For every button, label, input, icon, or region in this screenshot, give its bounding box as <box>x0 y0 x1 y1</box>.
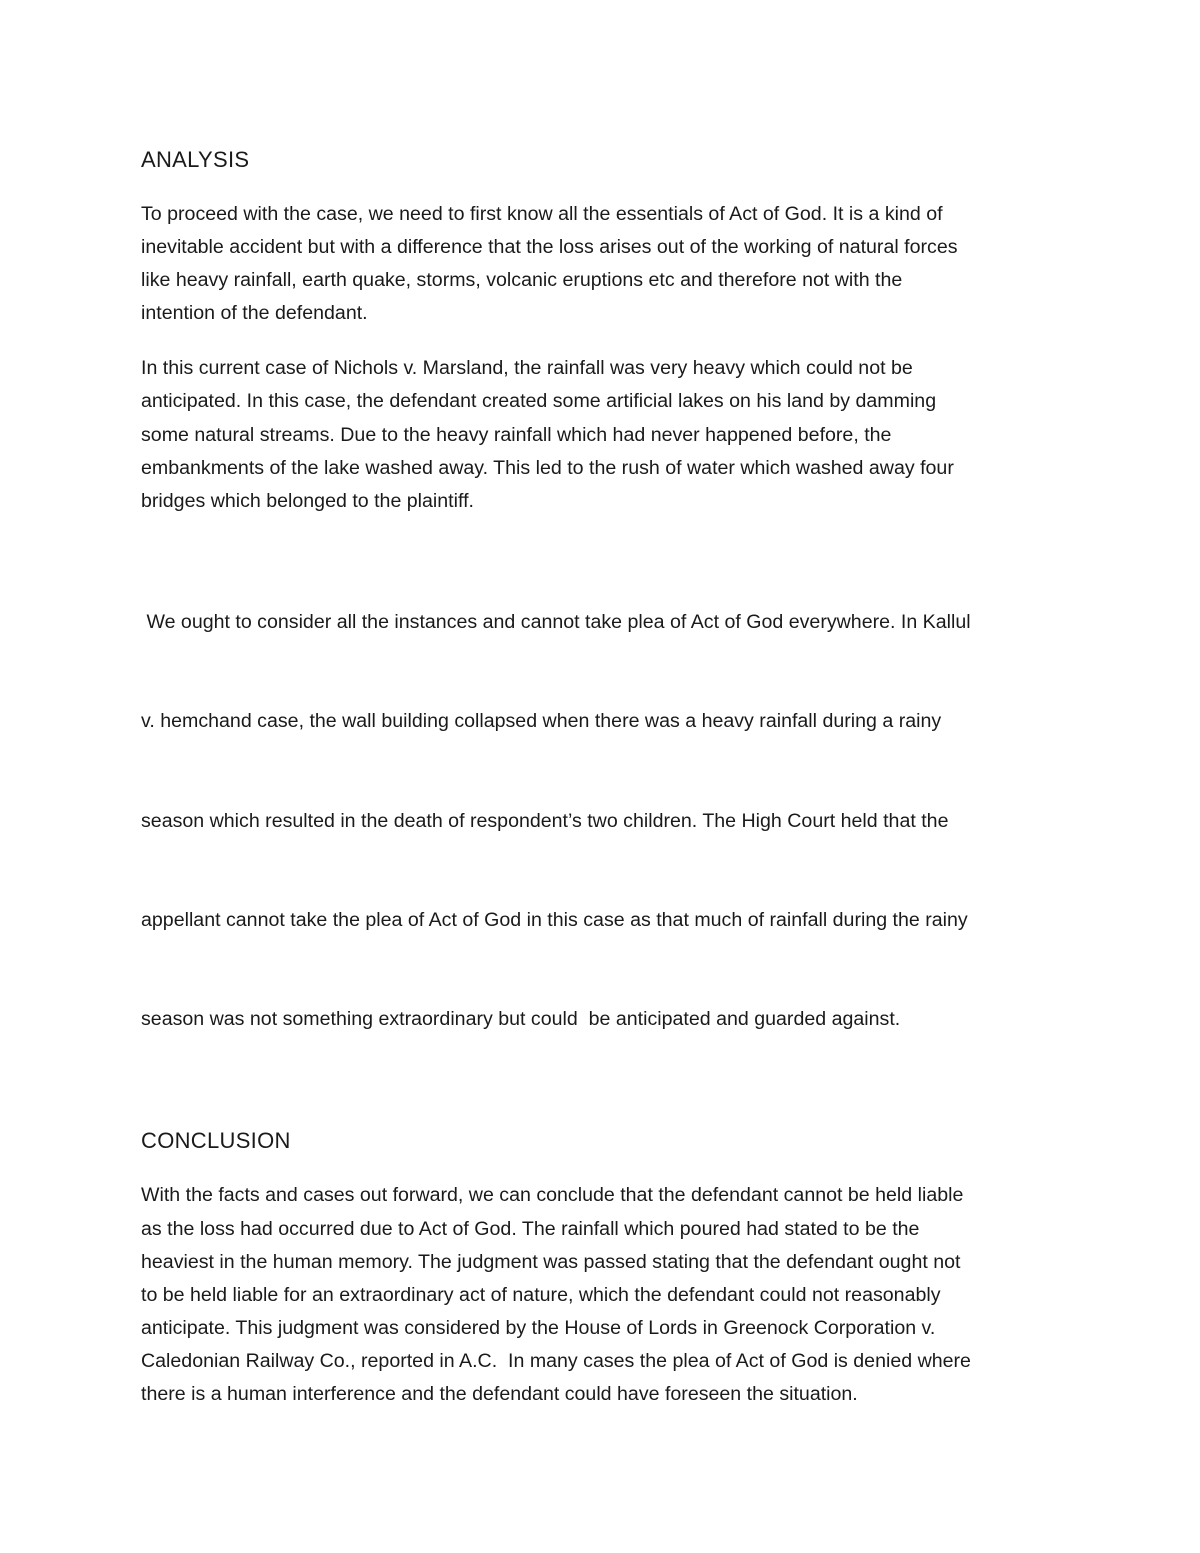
text-line: We ought to consider all the instances and cannot take plea of Act of God everywhere. In Kallul <box>141 611 971 634</box>
section-heading: ANALYSIS <box>141 147 250 172</box>
text-line: as the loss had occurred due to Act of God. The rainfall which poured had stated to be the <box>141 1217 920 1240</box>
text-line: In this current case of Nichols v. Marsland, the rainfall was very heavy which could not be <box>141 357 913 380</box>
text-line: anticipated. In this case, the defendant created some artificial lakes on his land by damming <box>141 390 937 413</box>
text-line: heaviest in the human memory. The judgment was passed stating that the defendant ought not <box>141 1250 961 1273</box>
text-line: to be held liable for an extraordinary act of nature, which the defendant could not reasonably <box>141 1283 941 1306</box>
text-line: embankments of the lake washed away. This led to the rush of water which washed away four <box>141 456 954 479</box>
text-line: To proceed with the case, we need to first know all the essentials of Act of God. It is a kind of <box>141 203 943 225</box>
text-line: anticipate. This judgment was considered by the House of Lords in Greenock Corporation v. <box>141 1316 936 1339</box>
text-line: bridges which belonged to the plaintiff. <box>141 489 474 512</box>
paragraph <box>141 540 1066 1103</box>
document-body <box>141 143 1066 1433</box>
section-conclusion <box>141 1124 1066 1411</box>
text-line: like heavy rainfall, earth quake, storms, volcanic eruptions etc and therefore not with the <box>141 269 903 292</box>
text-line: intention of the defendant. <box>141 302 368 325</box>
text-line: some natural streams. Due to the heavy rainfall which had never happened before, the <box>141 423 892 446</box>
paragraph <box>141 352 1066 517</box>
text-line: season which resulted in the death of respondent’s two children. The High Court held that the <box>141 809 949 832</box>
text-line: With the facts and cases out forward, we can conclude that the defendant cannot be held liable <box>141 1184 964 1207</box>
paragraph <box>141 198 1066 330</box>
text-line: Caledonian Railway Co., reported in A.C. In many cases the plea of Act of God is denied where <box>141 1349 971 1372</box>
text-line: season was not something extraordinary but could be anticipated and guarded against. <box>141 1008 901 1031</box>
section-analysis <box>141 143 1066 1102</box>
text-line: inevitable accident but with a difference that the loss arises out of the working of natural forces <box>141 236 958 259</box>
section-heading: CONCLUSION <box>141 1128 291 1154</box>
text-line: there is a human interference and the defendant could have foreseen the situation. <box>141 1383 858 1405</box>
text-line: v. hemchand case, the wall building collapsed when there was a heavy rainfall during a rainy <box>141 710 942 733</box>
text-line: appellant cannot take the plea of Act of God in this case as that much of rainfall during the rainy <box>141 908 968 931</box>
paragraph <box>141 1179 1066 1411</box>
